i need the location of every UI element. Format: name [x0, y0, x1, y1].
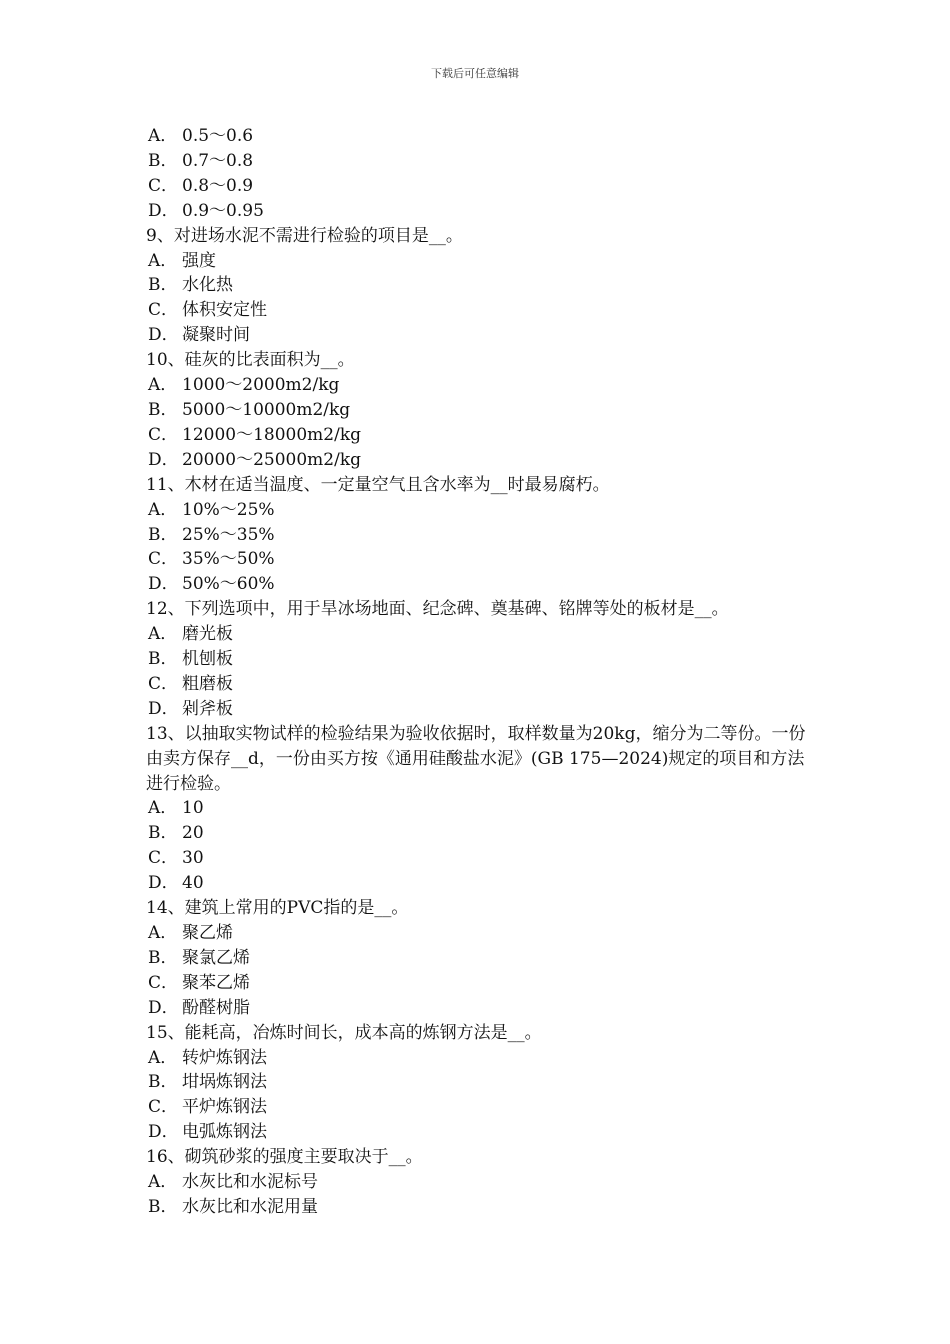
option-item: [146, 821, 810, 846]
option-letter: B．: [148, 1196, 178, 1217]
option-text: 酚醛树脂: [182, 997, 250, 1018]
option-text: 机刨板: [182, 649, 233, 670]
option-letter: A．: [148, 250, 178, 271]
option-text: 聚乙烯: [182, 923, 233, 943]
option-letter: A．: [148, 624, 178, 645]
option-text: 50%～60%: [182, 574, 275, 595]
option-item: [146, 373, 810, 398]
option-text: 粗磨板: [182, 673, 233, 694]
option-item: [146, 622, 810, 647]
option-letter: A．: [148, 798, 178, 819]
option-text: 水化热: [182, 275, 233, 296]
option-item: [146, 448, 810, 473]
option-text: 水灰比和水泥用量: [182, 1196, 318, 1217]
option-letter: D．: [148, 1122, 179, 1143]
option-letter: B．: [148, 275, 178, 296]
option-text: 水灰比和水泥标号: [182, 1172, 318, 1193]
page-header: 下载后可任意编辑: [431, 67, 519, 80]
option-item: [146, 249, 810, 274]
option-letter: B．: [148, 947, 178, 968]
option-letter: B．: [148, 1072, 178, 1093]
question-stem: 14、建筑上常用的PVC指的是__。: [146, 898, 409, 919]
option-letter: A．: [148, 923, 178, 943]
option-text: 0.5～0.6: [182, 126, 254, 146]
option-letter: A．: [148, 1172, 178, 1193]
option-text: 体积安定性: [182, 300, 267, 321]
question-stem: 10、硅灰的比表面积为__。: [146, 350, 355, 371]
option-text: 20: [182, 823, 204, 844]
option-item: [146, 1195, 810, 1220]
option-text: 10%～25%: [182, 499, 275, 520]
option-item: [146, 498, 810, 523]
option-letter: C．: [148, 300, 179, 321]
option-letter: C．: [148, 848, 179, 869]
option-text: 35%～50%: [182, 549, 275, 570]
option-letter: A．: [148, 499, 178, 520]
option-letter: B．: [148, 649, 178, 670]
question-stem: 11、木材在适当温度、一定量空气且含水率为__时最易腐朽。: [146, 474, 610, 495]
question-stem: 12、下列选项中，用于旱冰场地面、纪念碑、奠基碑、铭牌等处的板材是__。: [146, 599, 729, 620]
option-letter: C．: [148, 972, 179, 993]
option-item: [146, 1170, 810, 1195]
option-letter: C．: [148, 424, 179, 445]
option-item: [146, 547, 810, 572]
option-text: 10: [182, 798, 204, 819]
option-letter: D．: [148, 698, 179, 719]
option-item: [146, 846, 810, 871]
question-stem: 9、对进场水泥不需进行检验的项目是__。: [146, 225, 463, 246]
option-letter: B．: [148, 150, 178, 171]
option-item: [146, 1120, 810, 1145]
option-text: 平炉炼钢法: [182, 1097, 267, 1118]
option-letter: D．: [148, 574, 179, 595]
option-text: 1000～2000m2/kg: [182, 375, 340, 396]
option-item: [146, 298, 810, 323]
option-item: [146, 871, 810, 896]
option-item: [146, 647, 810, 672]
option-item: [146, 1046, 810, 1071]
option-text: 20000～25000m2/kg: [182, 449, 362, 470]
document-body: [146, 124, 810, 1220]
option-item: [146, 572, 810, 597]
option-item: [146, 523, 810, 548]
option-item: [146, 1095, 810, 1120]
option-letter: A．: [148, 1047, 178, 1068]
option-text: 12000～18000m2/kg: [182, 424, 362, 445]
option-item: [146, 199, 810, 224]
question-stem: 13、以抽取实物试样的检验结果为验收依据时，取样数量为20kg，缩分为二等份。一份由卖方保存__d，一份由买方按《通用硅酸盐水泥》(GB 175—2024)规定的项目和方法进行检验。: [146, 723, 806, 794]
option-text: 0.9～0.95: [182, 200, 264, 221]
option-text: 0.7～0.8: [182, 150, 254, 171]
option-text: 剁斧板: [182, 698, 233, 719]
option-letter: D．: [148, 449, 179, 470]
option-text: 磨光板: [182, 624, 233, 645]
option-item: [146, 323, 810, 348]
option-item: [146, 423, 810, 448]
option-letter: A．: [148, 126, 178, 146]
option-item: [146, 672, 810, 697]
option-text: 25%～35%: [182, 524, 275, 545]
option-item: [146, 996, 810, 1021]
option-text: 强度: [182, 250, 216, 271]
option-item: [146, 697, 810, 722]
option-text: 坩埚炼钢法: [182, 1072, 267, 1093]
option-item: [146, 971, 810, 996]
option-item: [146, 398, 810, 423]
option-letter: D．: [148, 325, 179, 346]
option-letter: D．: [148, 200, 179, 221]
option-item: [146, 946, 810, 971]
option-text: 聚氯乙烯: [182, 947, 250, 968]
option-letter: B．: [148, 823, 178, 844]
option-letter: A．: [148, 375, 178, 396]
option-text: 电弧炼钢法: [182, 1122, 267, 1143]
option-letter: C．: [148, 549, 179, 570]
option-text: 40: [182, 873, 204, 894]
option-text: 凝聚时间: [182, 325, 250, 346]
option-item: [146, 273, 810, 298]
option-letter: D．: [148, 997, 179, 1018]
option-item: [146, 796, 810, 821]
option-letter: B．: [148, 399, 178, 420]
option-letter: B．: [148, 524, 178, 545]
option-item: [146, 921, 810, 946]
option-text: 转炉炼钢法: [182, 1047, 267, 1068]
option-letter: C．: [148, 1097, 179, 1118]
option-item: [146, 1070, 810, 1095]
option-text: 30: [182, 848, 204, 869]
option-item: [146, 124, 810, 149]
option-letter: D．: [148, 873, 179, 894]
option-letter: C．: [148, 673, 179, 694]
question-stem: 15、能耗高，冶炼时间长，成本高的炼钢方法是__。: [146, 1022, 542, 1043]
option-letter: C．: [148, 175, 179, 196]
question-stem: 16、砌筑砂浆的强度主要取决于__。: [146, 1147, 423, 1168]
option-text: 聚苯乙烯: [182, 972, 250, 993]
option-text: 0.8～0.9: [182, 175, 254, 196]
option-item: [146, 174, 810, 199]
option-text: 5000～10000m2/kg: [182, 399, 351, 420]
option-item: [146, 149, 810, 174]
